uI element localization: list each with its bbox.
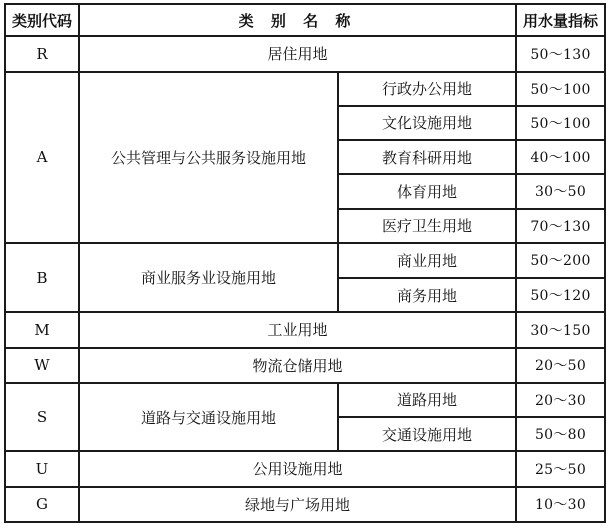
row-name: 绿地与广场用地 bbox=[79, 487, 516, 522]
row-code: B bbox=[5, 243, 79, 313]
row-code: M bbox=[5, 312, 79, 347]
sub-name: 医疗卫生用地 bbox=[338, 209, 516, 243]
row-code: A bbox=[5, 72, 79, 243]
row-name: 道路与交通设施用地 bbox=[79, 383, 338, 452]
row-name: 公共管理与公共服务设施用地 bbox=[79, 72, 338, 243]
header-code: 类别代码 bbox=[5, 4, 79, 36]
table-row bbox=[5, 312, 605, 347]
sub-name: 商务用地 bbox=[338, 278, 516, 312]
header-row bbox=[5, 4, 605, 36]
table-row bbox=[5, 383, 605, 417]
row-value: 20～50 bbox=[516, 348, 605, 383]
sub-name: 体育用地 bbox=[338, 174, 516, 208]
row-value: 10～30 bbox=[516, 487, 605, 522]
row-value: 25～50 bbox=[516, 451, 605, 486]
table-row bbox=[5, 487, 605, 522]
row-name: 公用设施用地 bbox=[79, 451, 516, 486]
row-value: 50～80 bbox=[516, 417, 605, 451]
sub-name: 商业用地 bbox=[338, 243, 516, 278]
row-name: 物流仓储用地 bbox=[79, 348, 516, 383]
row-name: 居住用地 bbox=[79, 36, 516, 71]
row-value: 40～100 bbox=[516, 140, 605, 174]
sub-name: 教育科研用地 bbox=[338, 140, 516, 174]
row-code: G bbox=[5, 487, 79, 522]
table-row bbox=[5, 348, 605, 383]
row-value: 30～50 bbox=[516, 174, 605, 208]
row-value: 50～120 bbox=[516, 278, 605, 312]
sub-name: 交通设施用地 bbox=[338, 417, 516, 451]
sub-name: 行政办公用地 bbox=[338, 72, 516, 106]
row-code: R bbox=[5, 36, 79, 71]
row-code: W bbox=[5, 348, 79, 383]
table-row bbox=[5, 72, 605, 106]
row-code: S bbox=[5, 383, 79, 452]
table-row bbox=[5, 243, 605, 278]
row-value: 50～130 bbox=[516, 36, 605, 71]
row-name: 商业服务业设施用地 bbox=[79, 243, 338, 313]
table-row bbox=[5, 36, 605, 71]
sub-name: 道路用地 bbox=[338, 383, 516, 417]
row-value: 70～130 bbox=[516, 209, 605, 243]
row-value: 50～100 bbox=[516, 72, 605, 106]
row-value: 50～200 bbox=[516, 243, 605, 278]
row-value: 30～150 bbox=[516, 312, 605, 347]
row-value: 20～30 bbox=[516, 383, 605, 417]
sub-name: 文化设施用地 bbox=[338, 106, 516, 140]
header-index: 用水量指标 bbox=[516, 4, 605, 36]
row-name: 工业用地 bbox=[79, 312, 516, 347]
row-code: U bbox=[5, 451, 79, 486]
water-use-index-table bbox=[4, 3, 606, 523]
row-value: 50～100 bbox=[516, 106, 605, 140]
table-row bbox=[5, 451, 605, 486]
header-name: 类 别 名 称 bbox=[79, 4, 516, 36]
